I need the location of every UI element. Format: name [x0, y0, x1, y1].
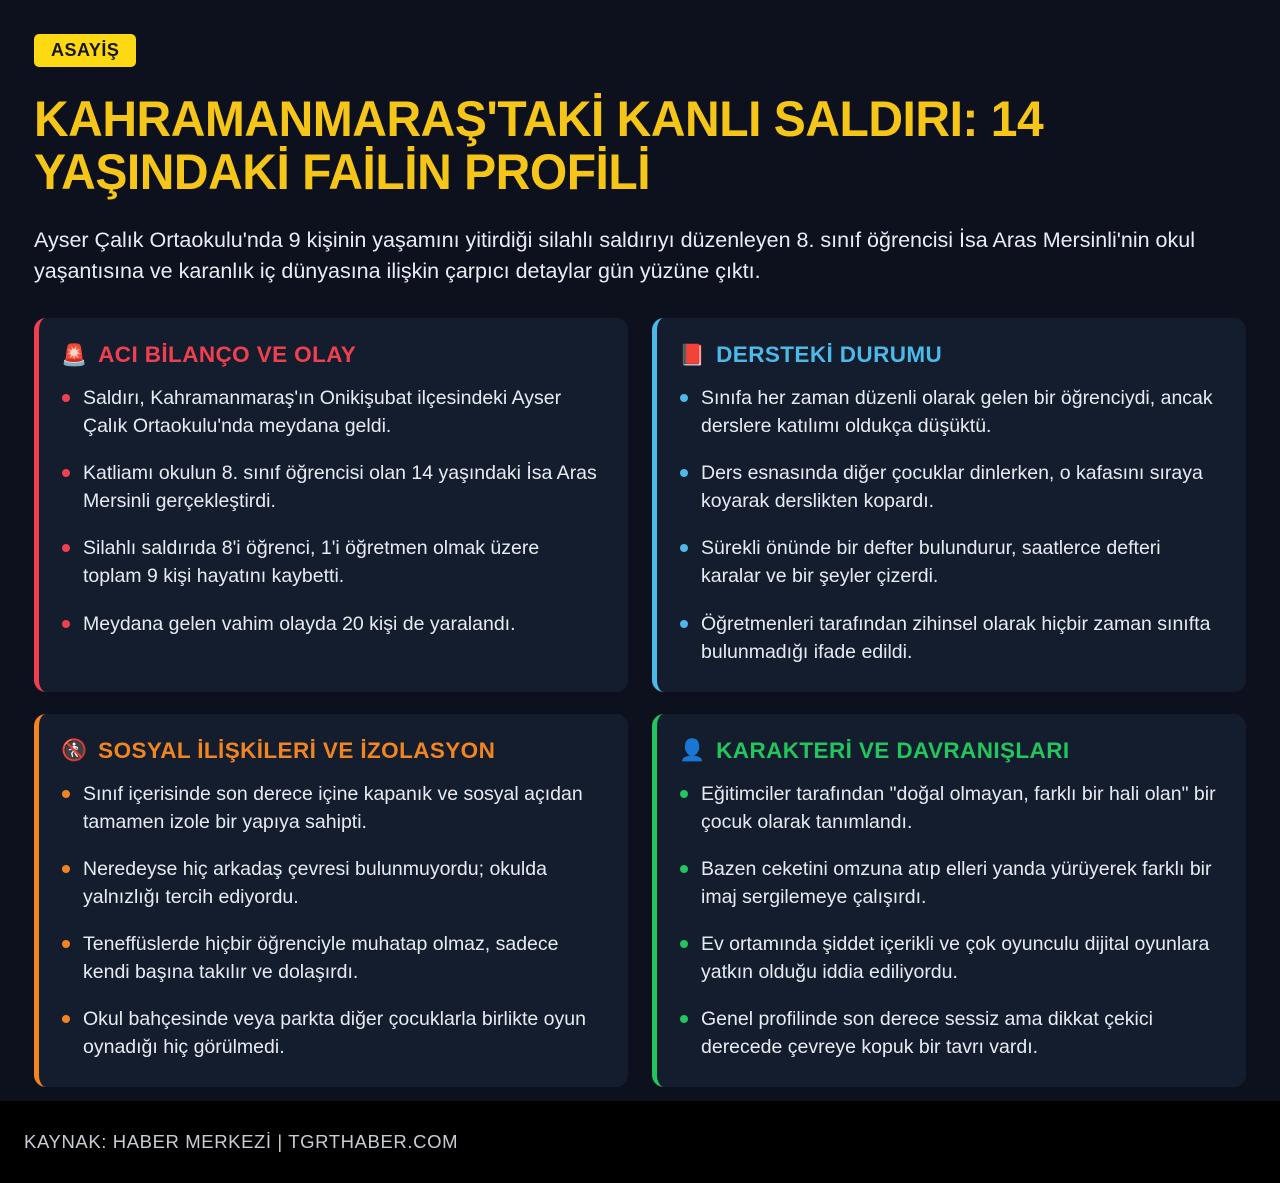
bullet-item: Sürekli önünde bir defter bulundurur, saatlerce defteri karalar ve bir şeyler çizerdi. — [679, 534, 1220, 590]
bullet-item: Ders esnasında diğer çocuklar dinlerken, o kafasını sıraya koyarak derslikten kopardı. — [679, 459, 1220, 515]
card-header — [61, 738, 602, 764]
card-header — [679, 342, 1220, 368]
info-card — [34, 318, 628, 692]
bullet-list — [679, 780, 1220, 1062]
cards-grid — [34, 318, 1246, 1087]
bullet-list — [61, 384, 602, 638]
bullet-list — [679, 384, 1220, 666]
bullet-item: Bazen ceketini omzuna atıp elleri yanda yürüyerek farklı bir imaj sergilemeye çalışırdı. — [679, 855, 1220, 911]
footer-bar — [0, 1101, 1280, 1183]
closed-book-icon: 📕 — [679, 343, 706, 367]
bullet-item: Teneffüslerde hiçbir öğrenciyle muhatap olmaz, sadece kendi başına takılır ve dolaşırdı. — [61, 930, 602, 986]
card-title: KARAKTERİ VE DAVRANIŞLARI — [716, 737, 1070, 763]
bullet-item: Eğitimciler tarafından "doğal olmayan, farklı bir hali olan" bir çocuk olarak tanımlandı. — [679, 780, 1220, 836]
card-title: DERSTEKİ DURUMU — [716, 342, 943, 368]
page-title: KAHRAMANMARAŞ'TAKİ KANLI SALDIRI: 14 YAŞINDAKİ FAİLİN PROFİLİ — [34, 91, 1044, 200]
header — [0, 0, 1280, 286]
no-pedestrians-icon: 🚷 — [61, 739, 88, 763]
card-title: ACI BİLANÇO VE OLAY — [98, 342, 357, 368]
bust-in-silhouette-icon: 👤 — [679, 739, 706, 763]
bullet-item: Katliamı okulun 8. sınıf öğrencisi olan 14 yaşındaki İsa Aras Mersinli gerçekleştirdi. — [61, 459, 602, 515]
info-card — [34, 714, 628, 1088]
info-card — [652, 714, 1246, 1088]
card-header — [61, 342, 602, 368]
police-car-light-icon: 🚨 — [61, 343, 88, 367]
bullet-item: Genel profilinde son derece sessiz ama dikkat çekici derecede çevreye kopuk bir tavrı vardı. — [679, 1005, 1220, 1061]
bullet-item: Sınıfa her zaman düzenli olarak gelen bir öğrenciydi, ancak derslere katılımı oldukça düşüktü. — [679, 384, 1220, 440]
bullet-item: Sınıf içerisinde son derece içine kapanık ve sosyal açıdan tamamen izole bir yapıya sahipti. — [61, 780, 602, 836]
bullet-item: Okul bahçesinde veya parkta diğer çocuklarla birlikte oyun oynadığı hiç görülmedi. — [61, 1005, 602, 1061]
bullet-item: Öğretmenleri tarafından zihinsel olarak hiçbir zaman sınıfta bulunmadığı ifade edildi. — [679, 610, 1220, 666]
bullet-item: Meydana gelen vahim olayda 20 kişi de yaralandı. — [61, 610, 602, 638]
card-title: SOSYAL İLİŞKİLERİ VE İZOLASYON — [98, 737, 496, 763]
bullet-item: Ev ortamında şiddet içerikli ve çok oyunculu dijital oyunlara yatkın olduğu iddia ediliyordu. — [679, 930, 1220, 986]
category-badge: ASAYİŞ — [34, 34, 136, 67]
bullet-item: Silahlı saldırıda 8'i öğrenci, 1'i öğretmen olmak üzere toplam 9 kişi hayatını kaybetti. — [61, 534, 602, 590]
info-card — [652, 318, 1246, 692]
subtitle: Ayser Çalık Ortaokulu'nda 9 kişinin yaşamını yitirdiği silahlı saldırıyı düzenleyen 8. sınıf öğrencisi İsa Aras Mersinli'nin okul yaşantısına ve karanlık iç dünyasına ilişkin çarpıcı detaylar gün yüzüne çıktı. — [34, 228, 1195, 283]
bullet-list — [61, 780, 602, 1062]
bullet-item: Saldırı, Kahramanmaraş'ın Onikişubat ilçesindeki Ayser Çalık Ortaokulu'nda meydana geldi. — [61, 384, 602, 440]
card-header — [679, 738, 1220, 764]
source-text: KAYNAK: HABER MERKEZİ | TGRTHABER.COM — [24, 1131, 459, 1152]
bullet-item: Neredeyse hiç arkadaş çevresi bulunmuyordu; okulda yalnızlığı tercih ediyordu. — [61, 855, 602, 911]
